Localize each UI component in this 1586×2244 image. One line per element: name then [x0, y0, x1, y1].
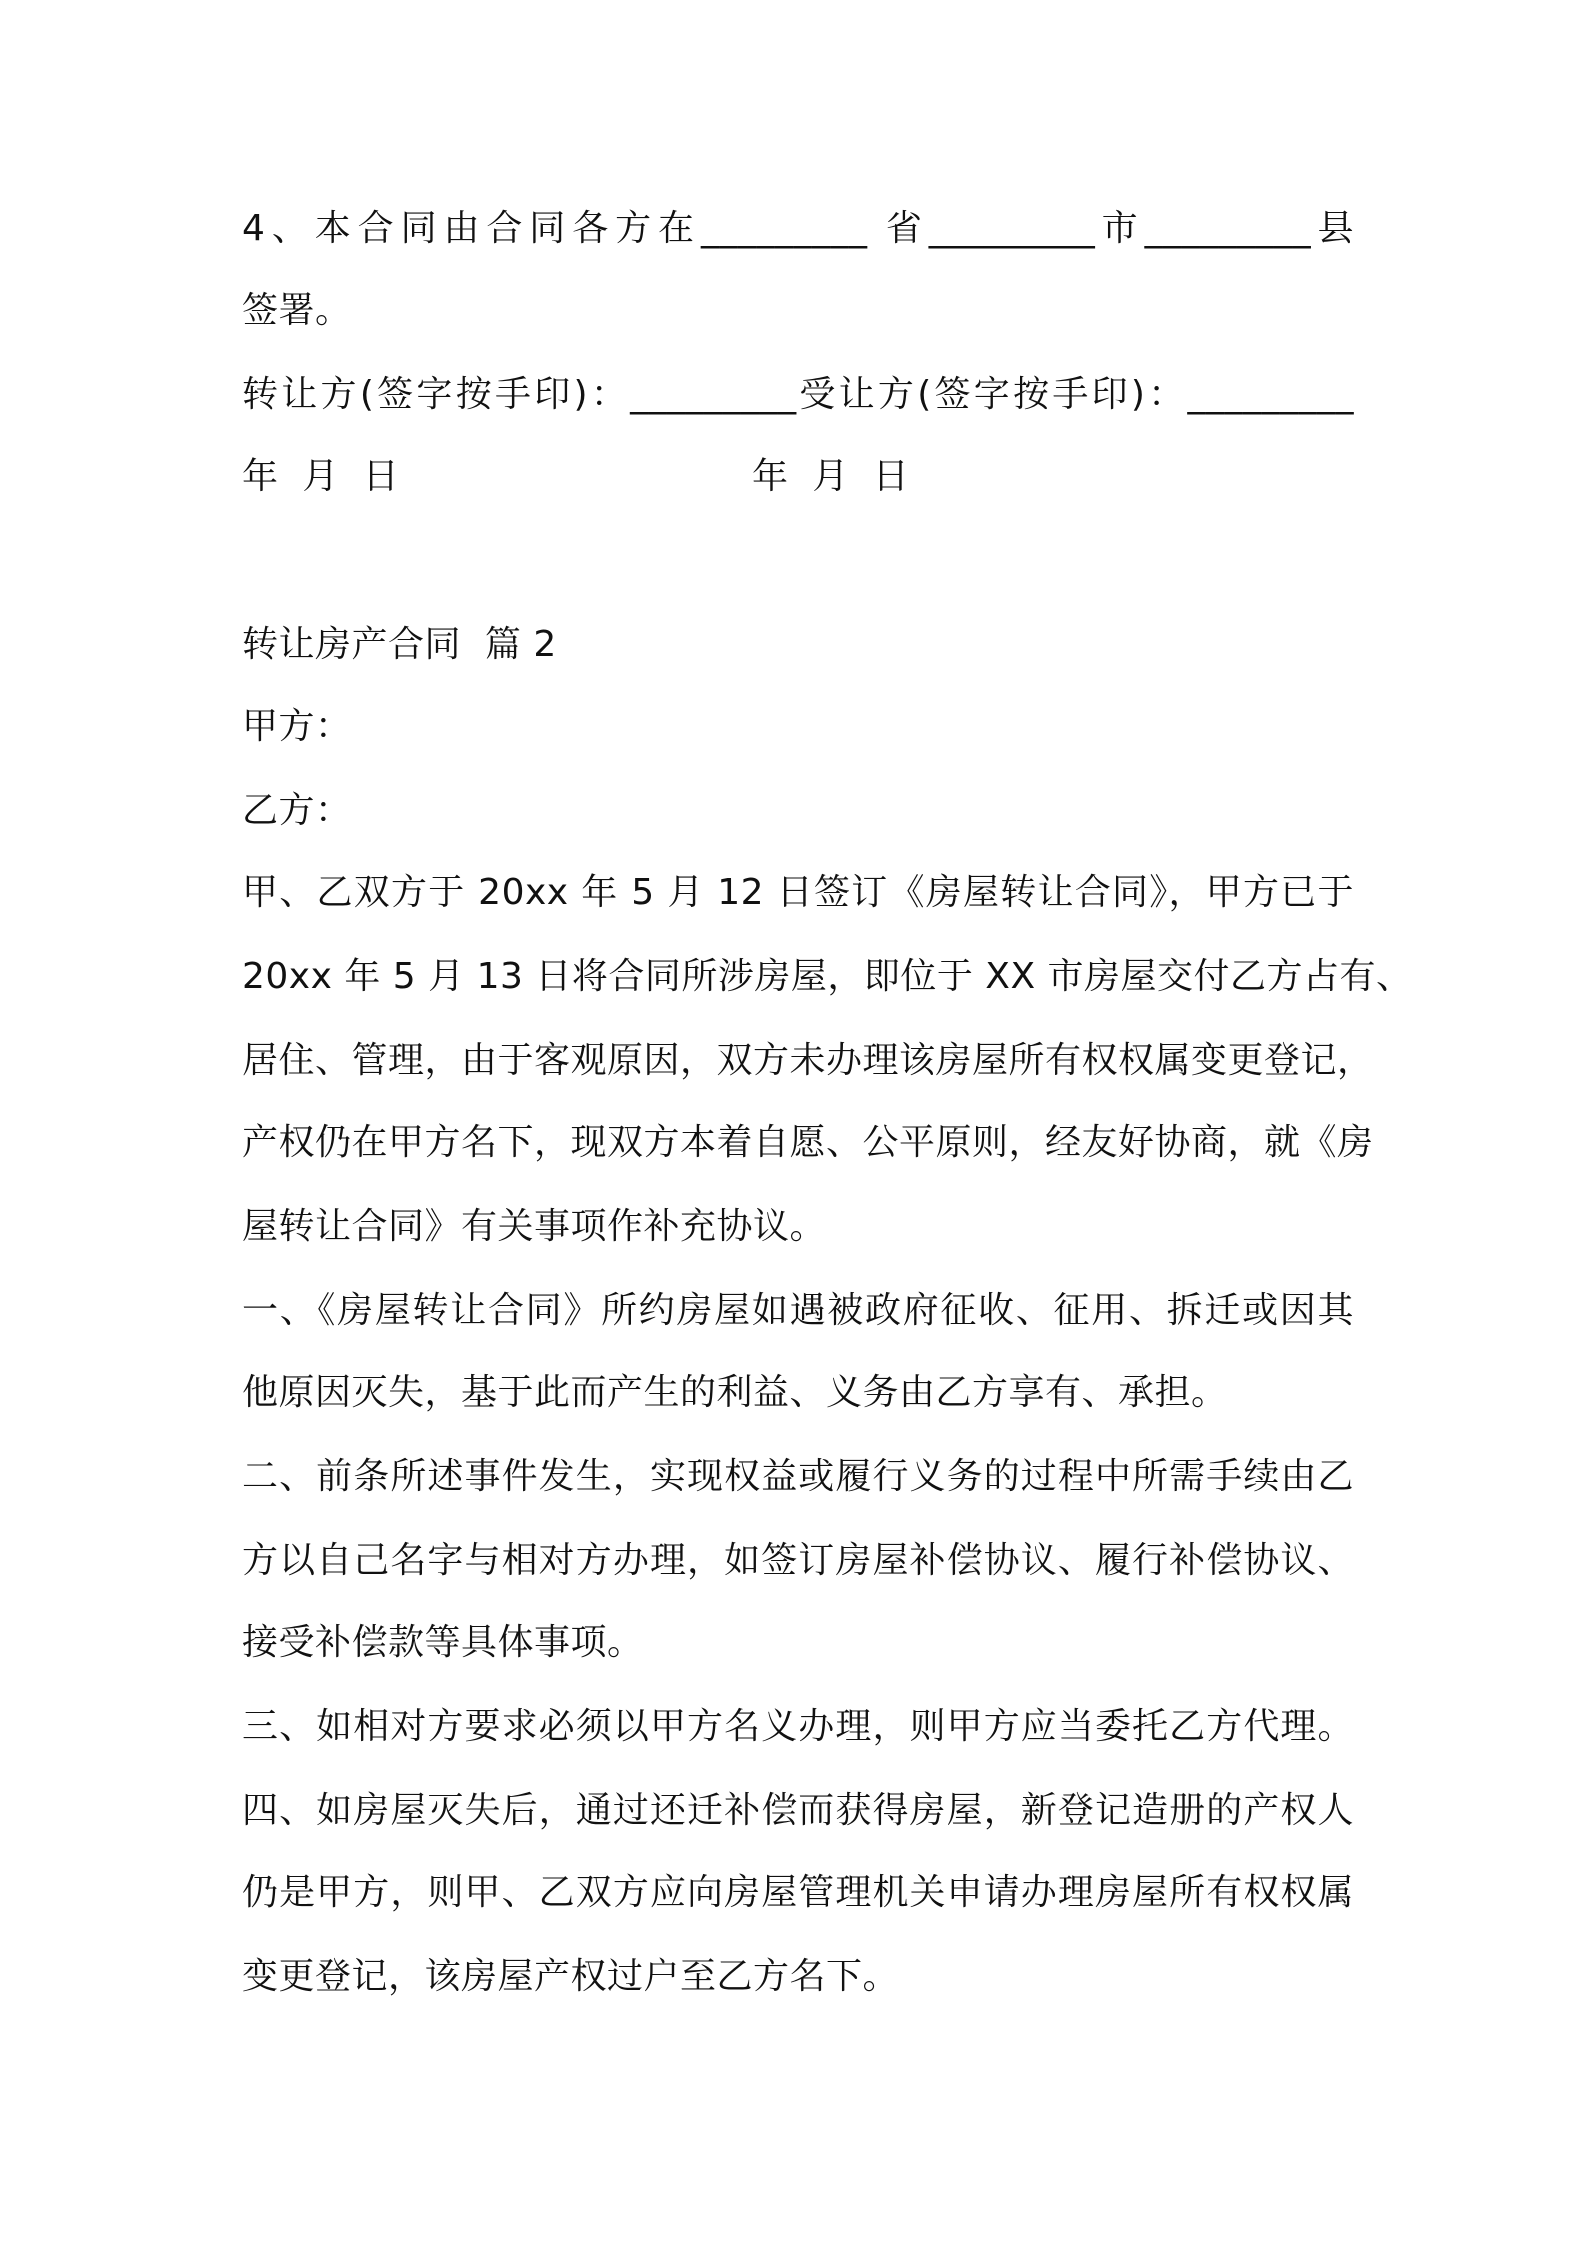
clause-1-line: 一、《房屋转让合同》所约房屋如遇被政府征收、征用、拆迁或因其 — [242, 1290, 1354, 1331]
intro-line: 居住、管理，由于客观原因，双方未办理该房屋所有权权属变更登记， — [242, 1040, 1374, 1081]
section-title: 转让房产合同 篇 2 — [242, 624, 557, 665]
party-b-label: 乙方： — [242, 790, 352, 831]
date-transferor: 年 月 日 — [242, 456, 400, 497]
clause-2-line: 接受补偿款等具体事项。 — [242, 1622, 644, 1663]
intro-line: 甲、乙双方于 20xx 年 5 月 12 日签订《房屋转让合同》，甲方已于 — [242, 872, 1354, 913]
clause-4-line: 四、如房屋灭失后，通过还迁补偿而获得房屋，新登记造册的产权人 — [242, 1790, 1354, 1831]
clause-3-line: 三、如相对方要求必须以甲方名义办理，则甲方应当委托乙方代理。 — [242, 1706, 1354, 1747]
clause-4-line: 变更登记，该房屋产权过户至乙方名下。 — [242, 1956, 900, 1997]
clause-2-line: 方以自己名字与相对方办理，如签订房屋补偿协议、履行补偿协议、 — [242, 1540, 1354, 1581]
clause-4-line: 仍是甲方，则甲、乙双方应向房屋管理机关申请办理房屋所有权权属 — [242, 1872, 1354, 1913]
signature-line: 转让方(签字按手印)：_________受让方(签字按手印)：_________ — [242, 374, 1354, 415]
intro-line: 屋转让合同》有关事项作补充协议。 — [242, 1206, 827, 1247]
intro-line: 产权仍在甲方名下，现双方本着自愿、公平原则，经友好协商，就《房 — [242, 1122, 1374, 1163]
party-a-label: 甲方： — [242, 706, 352, 747]
date-transferee: 年 月 日 — [752, 456, 910, 497]
clause-2-line: 二、前条所述事件发生，实现权益或履行义务的过程中所需手续由乙 — [242, 1456, 1354, 1497]
clause-4-continuation: 签署。 — [242, 290, 352, 331]
clause-4-signing-location: 4、本合同由合同各方在_________ 省_________市_________县 — [242, 208, 1354, 249]
clause-1-line: 他原因灭失，基于此而产生的利益、义务由乙方享有、承担。 — [242, 1372, 1228, 1413]
intro-line: 20xx 年 5 月 13 日将合同所涉房屋，即位于 XX 市房屋交付乙方占有、 — [242, 956, 1413, 997]
